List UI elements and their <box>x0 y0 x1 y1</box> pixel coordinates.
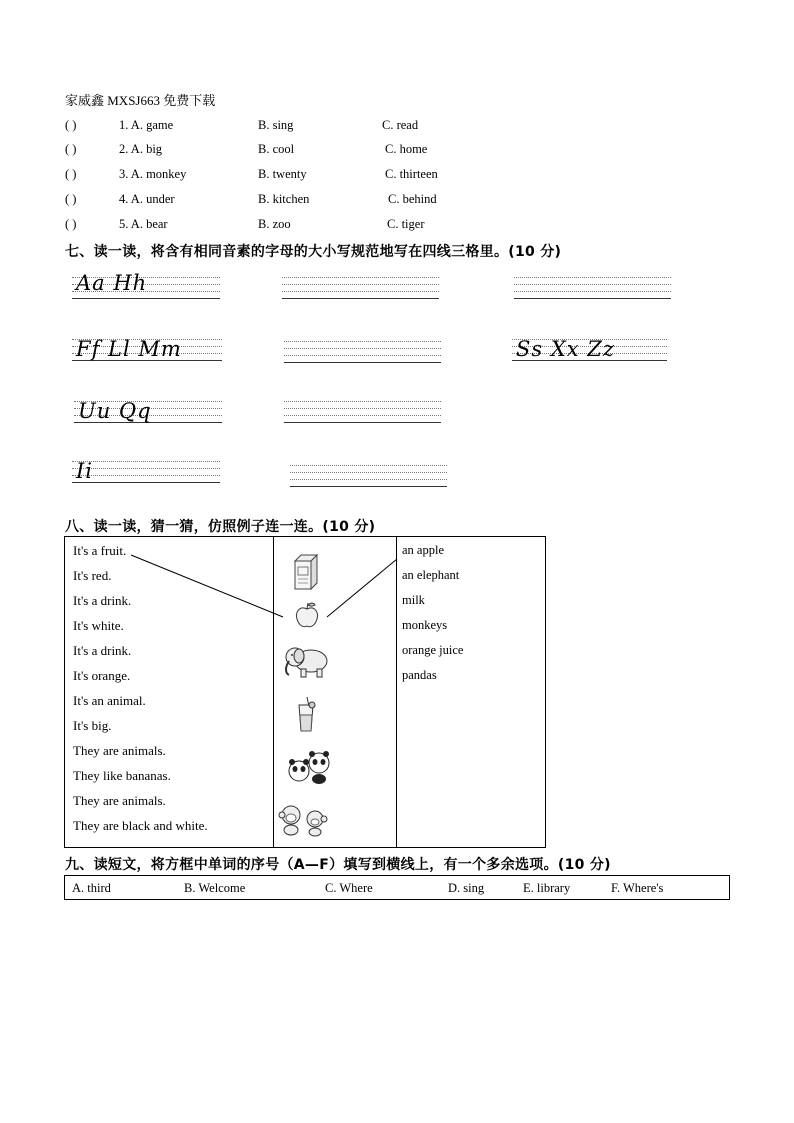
letter-sample: Ff Ll Mm <box>76 337 182 361</box>
option-item: F. Where's <box>611 881 664 895</box>
monkey-icon <box>277 801 333 837</box>
option-c: C. home <box>385 142 428 156</box>
sentence: It's orange. <box>73 668 131 683</box>
question-row <box>65 142 765 158</box>
answer-word: milk <box>402 593 425 607</box>
answer-word: pandas <box>402 668 437 682</box>
page-header: 家威鑫 MXSJ663 免费下载 <box>65 93 216 108</box>
sentence: They like bananas. <box>73 768 171 783</box>
option-a: 5. A. bear <box>119 217 168 231</box>
option-b: B. cool <box>258 142 295 156</box>
option-b: B. twenty <box>258 167 307 181</box>
section-7-title: 七、读一读，将含有相同音素的字母的大小写规范地写在四线三格里。(10 分) <box>65 244 562 260</box>
option-a: 1. A. game <box>119 118 174 132</box>
answer-blank[interactable]: ( ) <box>65 192 77 206</box>
sentence: It's a fruit. <box>73 543 127 558</box>
letter-sample: Ii <box>76 459 94 483</box>
writing-grid <box>512 339 667 365</box>
elephant-icon <box>281 641 333 681</box>
letter-sample: Ss Xx Zz <box>516 337 615 361</box>
writing-grid-blank[interactable] <box>284 341 441 367</box>
answer-blank[interactable]: ( ) <box>65 217 77 231</box>
writing-grid <box>72 461 220 487</box>
option-item: A. third <box>72 881 111 895</box>
option-c: C. thirteen <box>385 167 438 181</box>
letter-sample: Aa Hh <box>76 271 148 295</box>
option-item: B. Welcome <box>184 881 246 895</box>
answer-word: an elephant <box>402 568 460 582</box>
writing-grid-blank[interactable] <box>282 277 439 303</box>
option-c: C. behind <box>388 192 437 206</box>
panda-icon <box>285 747 333 787</box>
question-row <box>65 167 765 183</box>
writing-grid <box>72 339 222 365</box>
sentence: They are animals. <box>73 793 166 808</box>
letter-sample: Uu Qq <box>78 399 152 423</box>
option-b: B. sing <box>258 118 294 132</box>
answer-blank[interactable]: ( ) <box>65 167 77 181</box>
apple-icon <box>293 601 321 629</box>
answer-blank[interactable]: ( ) <box>65 142 77 156</box>
sentence: It's a drink. <box>73 593 132 608</box>
writing-grid <box>72 271 220 303</box>
option-b: B. kitchen <box>258 192 310 206</box>
option-a: 2. A. big <box>119 142 163 156</box>
sentence: It's white. <box>73 618 124 633</box>
option-item: C. Where <box>325 881 373 895</box>
milk-carton-icon <box>291 551 323 591</box>
example-line-right <box>327 559 397 617</box>
sentence: It's an animal. <box>73 693 146 708</box>
option-c: C. tiger <box>387 217 425 231</box>
answer-word: monkeys <box>402 618 448 632</box>
option-c: C. read <box>382 118 419 132</box>
juice-glass-icon <box>293 695 319 735</box>
section-9-title: 九、读短文，将方框中单词的序号（A—F）填写到横线上，有一个多余选项。(10 分) <box>65 857 611 873</box>
sentence: It's red. <box>73 568 112 583</box>
option-b: B. zoo <box>258 217 291 231</box>
section-8-title: 八、读一读，猜一猜，仿照例子连一连。(10 分) <box>65 519 376 535</box>
example-line-left <box>131 555 283 617</box>
answer-word: an apple <box>402 543 444 557</box>
option-a: 3. A. monkey <box>119 167 187 181</box>
answer-word: orange juice <box>402 643 464 657</box>
option-a: 4. A. under <box>119 192 175 206</box>
writing-grid <box>74 401 222 427</box>
option-item: E. library <box>523 881 571 895</box>
writing-grid-blank[interactable] <box>284 401 441 427</box>
writing-grid-blank[interactable] <box>290 465 447 491</box>
answer-blank[interactable]: ( ) <box>65 118 77 132</box>
question-row <box>65 118 765 134</box>
writing-grid-blank[interactable] <box>514 277 671 303</box>
sentence: It's a drink. <box>73 643 132 658</box>
sentence: It's big. <box>73 718 112 733</box>
word-options-box <box>64 875 730 900</box>
sentence: They are animals. <box>73 743 166 758</box>
matching-table <box>64 536 546 848</box>
sentence: They are black and white. <box>73 818 208 833</box>
question-row <box>65 192 765 208</box>
question-row <box>65 217 765 233</box>
option-item: D. sing <box>448 881 485 895</box>
